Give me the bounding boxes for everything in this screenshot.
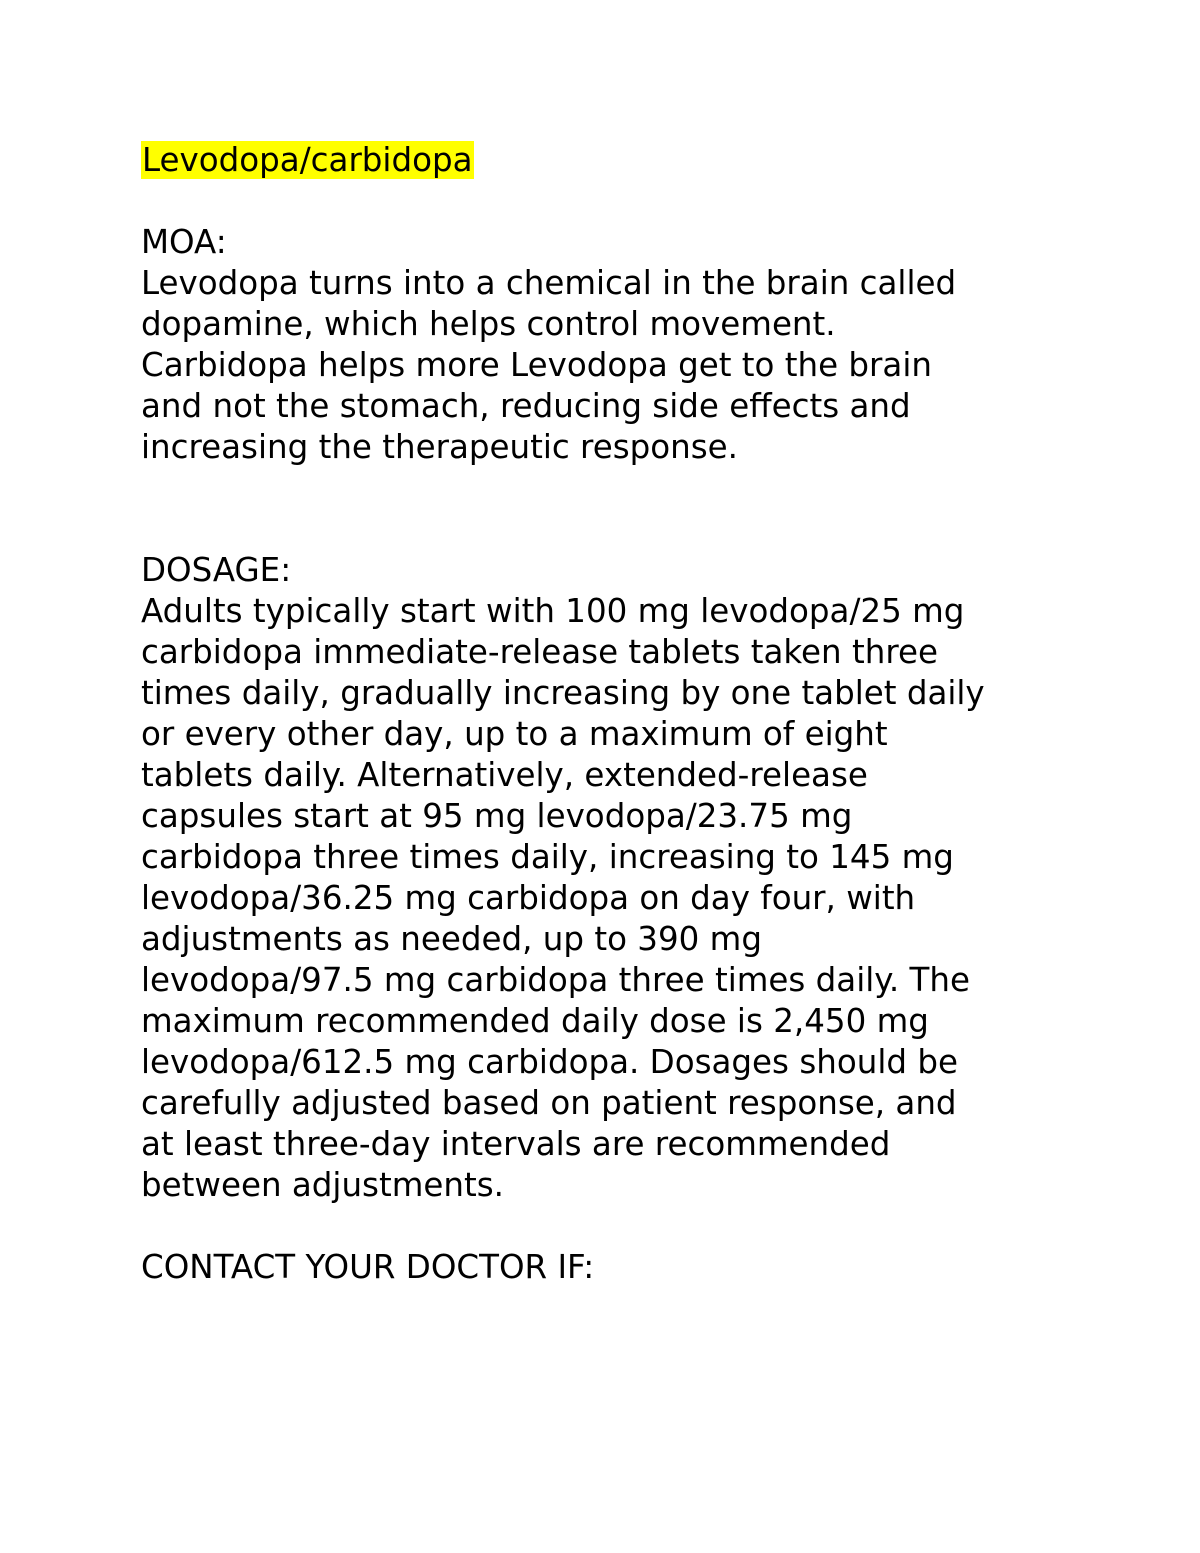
moa-line: increasing the therapeutic response.	[141, 428, 738, 466]
dosage-line: carbidopa immediate-release tablets taken three	[141, 633, 938, 671]
document-title-line	[141, 140, 1071, 181]
document-title: Levodopa/carbidopa	[142, 141, 473, 179]
dosage-line: maximum recommended daily dose is 2,450 mg	[141, 1002, 929, 1040]
dosage-heading: DOSAGE:	[141, 551, 292, 589]
dosage-line: at least three-day intervals are recommended	[141, 1125, 891, 1163]
dosage-line: levodopa/97.5 mg carbidopa three times daily. The	[141, 961, 970, 999]
moa-heading: MOA:	[141, 223, 227, 261]
dosage-paragraph	[141, 591, 1071, 1206]
dosage-line: capsules start at 95 mg levodopa/23.75 mg	[141, 797, 853, 835]
moa-paragraph	[141, 263, 1071, 468]
dosage-line: carefully adjusted based on patient response, and	[141, 1084, 957, 1122]
dosage-line: or every other day, up to a maximum of eight	[141, 715, 888, 753]
contact-heading: CONTACT YOUR DOCTOR IF:	[141, 1248, 595, 1286]
dosage-line: levodopa/612.5 mg carbidopa. Dosages should be	[141, 1043, 958, 1081]
dosage-line: times daily, gradually increasing by one tablet daily	[141, 674, 985, 712]
dosage-line: carbidopa three times daily, increasing to 145 mg	[141, 838, 954, 876]
dosage-line: Adults typically start with 100 mg levodopa/25 mg	[141, 592, 965, 630]
moa-line: and not the stomach, reducing side effects and	[141, 387, 911, 425]
spacer	[141, 1206, 1071, 1247]
document-body	[141, 140, 1071, 1288]
spacer	[141, 181, 1071, 222]
dosage-line: adjustments as needed, up to 390 mg	[141, 920, 762, 958]
dosage-line: between adjustments.	[141, 1166, 504, 1204]
moa-line: Carbidopa helps more Levodopa get to the brain	[141, 346, 932, 384]
dosage-line: tablets daily. Alternatively, extended-release	[141, 756, 868, 794]
dosage-line: levodopa/36.25 mg carbidopa on day four, with	[141, 879, 916, 917]
spacer	[141, 468, 1071, 550]
moa-line: Levodopa turns into a chemical in the brain called	[141, 264, 957, 302]
moa-line: dopamine, which helps control movement.	[141, 305, 836, 343]
